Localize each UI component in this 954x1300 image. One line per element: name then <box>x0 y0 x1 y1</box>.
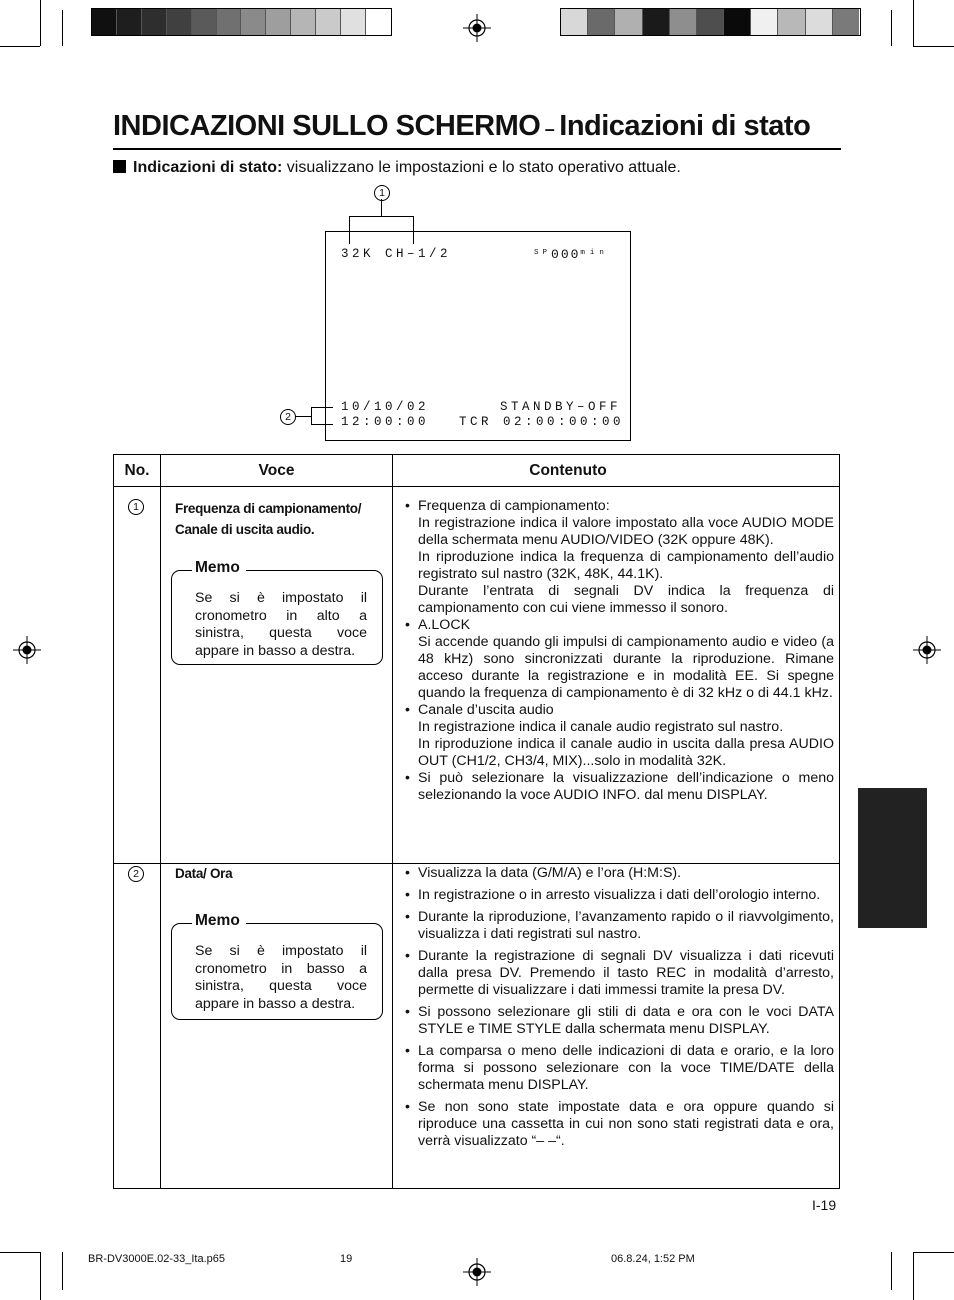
crop-mark <box>40 0 41 46</box>
color-swatch <box>92 9 117 35</box>
callout-1: 1 <box>374 185 390 201</box>
color-swatch <box>697 9 724 35</box>
memo-title: Memo <box>192 912 246 930</box>
row-number: 1 <box>128 499 144 515</box>
page-number: I-19 <box>812 1197 837 1213</box>
color-swatch <box>643 9 670 35</box>
color-swatch <box>266 9 291 35</box>
color-swatch <box>167 9 192 35</box>
callout-line <box>349 216 414 217</box>
callout-line <box>295 416 311 417</box>
footer-date: 06.8.24, 1:52 PM <box>611 1253 695 1265</box>
crop-mark <box>913 1252 914 1300</box>
content-paragraph: In riproduzione indica il canale audio in uscita dalla presa AUDIO OUT (CH1/2, CH3/4, MIX)...solo in modalità 32K. <box>418 736 834 769</box>
screen-counter <box>534 247 609 262</box>
color-swatch <box>751 9 778 35</box>
color-swatch <box>615 9 642 35</box>
crop-mark <box>913 0 914 46</box>
section-intro <box>113 159 681 177</box>
screen-audio-info: 32K CH–1/2 <box>341 247 452 261</box>
crop-mark <box>0 46 40 47</box>
content-bullet: • In registrazione o in arresto visualizza i dati dell’orologio interno. <box>404 887 834 904</box>
title-separator: – <box>544 119 555 139</box>
color-swatch <box>724 9 751 35</box>
color-swatch <box>241 9 266 35</box>
title-sub: Indicazioni di stato <box>559 110 811 142</box>
color-bar-right <box>560 8 861 36</box>
crop-mark <box>913 1252 954 1253</box>
header-no: No. <box>124 462 150 479</box>
screen-status: STANDBY–OFF <box>500 400 622 414</box>
content-paragraph: Durante l’entrata di segnali DV indica la frequenza di campionamento con cui viene immesso il sonoro. <box>418 583 834 616</box>
screen-date: 10/10/02 <box>341 400 430 414</box>
content-bullet: • Se non sono state impostate data e ora oppure quando si riproduce una cassetta in cui non sono stati registrati data e ora, verrà visualizzato “– –“. <box>404 1099 834 1150</box>
registration-mark-icon <box>913 636 941 664</box>
content-bullet: • Canale d’uscita audio <box>404 702 834 719</box>
header-contenuto: Contenuto <box>529 462 607 479</box>
color-swatch <box>117 9 142 35</box>
content-paragraph: In registrazione indica il canale audio registrato sul nastro. <box>418 719 784 735</box>
color-swatch <box>833 9 859 35</box>
screen-counter-value: 000 <box>551 247 581 262</box>
content-bullet: • La comparsa o meno delle indicazioni di data e orario, e la loro forma si possono selezionare con la voce TIME/DATE della schermata menu DISPLAY. <box>404 1043 834 1094</box>
callout-line <box>311 407 312 425</box>
row-item-label <box>175 498 361 540</box>
content-paragraph: In riproduzione indica la frequenza di campionamento dell’audio registrato sul nastro (32K, 48K, 44.1K). <box>418 549 834 582</box>
screen-timecode: TCR 02:00:00:00 <box>459 415 625 429</box>
crop-mark <box>891 10 892 46</box>
row-content <box>404 498 834 804</box>
crop-mark <box>913 46 954 47</box>
color-swatch <box>588 9 615 35</box>
content-bullet: • Durante la registrazione di segnali DV visualizza i dati ricevuti dalla presa DV. Premendo il tasto REC in modalità d’arresto, permette di visualizzare i dati immessi tramite la presa DV. <box>404 948 834 999</box>
color-swatch <box>561 9 588 35</box>
color-swatch <box>806 9 833 35</box>
screen-sp-label: SP <box>534 249 552 257</box>
registration-mark-icon <box>463 1258 491 1286</box>
memo-box <box>171 912 383 1020</box>
crop-mark <box>0 1252 40 1253</box>
section-intro-label: Indicazioni di stato: <box>133 159 283 176</box>
callout-line <box>381 199 382 216</box>
square-bullet-icon <box>113 160 126 173</box>
memo-text: Se si è impostato il cronometro in alto a sinistra, questa voce appare in basso a destra. <box>195 590 367 659</box>
header-voce: Voce <box>258 462 295 479</box>
memo-text: Se si è impostato il cronometro in basso a sinistra, questa voce appare in basso a destra. <box>195 943 367 1012</box>
color-swatch <box>192 9 217 35</box>
crop-mark <box>891 1252 892 1290</box>
color-swatch <box>316 9 341 35</box>
header-divider <box>114 486 839 487</box>
screen-display-mock <box>325 231 631 441</box>
content-bullet: • Frequenza di campionamento: <box>404 498 834 515</box>
row-item-label: Data/ Ora <box>175 866 233 881</box>
status-table <box>113 454 840 1189</box>
content-bullet: • A.LOCK <box>404 617 834 634</box>
callout-2: 2 <box>280 409 296 425</box>
color-swatch <box>778 9 805 35</box>
row-item-label-line: Canale di uscita audio. <box>175 522 315 537</box>
content-bullet: • Si può selezionare la visualizzazione dell’indicazione o meno selezionando la voce AUDIO INFO. dal menu DISPLAY. <box>404 770 834 804</box>
row-item-label-line: Frequenza di campionamento/ <box>175 501 362 516</box>
memo-title: Memo <box>192 559 246 577</box>
registration-mark-icon <box>463 14 491 42</box>
row-content <box>404 865 834 1150</box>
crop-mark <box>62 10 63 46</box>
color-swatch <box>366 9 390 35</box>
registration-mark-icon <box>13 636 41 664</box>
screen-min-label: min <box>580 249 609 257</box>
section-intro-text: visualizzano le impostazioni e lo stato operativo attuale. <box>282 159 681 176</box>
section-tab <box>858 788 927 928</box>
color-swatch <box>217 9 242 35</box>
title-main: INDICAZIONI SULLO SCHERMO <box>113 110 541 142</box>
footer-page: 19 <box>340 1253 353 1265</box>
content-paragraph: In registrazione indica il valore impostato alla voce AUDIO MODE della schermata menu AUDIO/VIDEO (32K oppure 48K). <box>418 515 834 548</box>
color-swatch <box>142 9 167 35</box>
color-swatch <box>670 9 697 35</box>
color-swatch <box>341 9 366 35</box>
content-bullet: • Si possono selezionare gli stili di data e ora con le voci DATA STYLE e TIME STYLE dalla schermata menu DISPLAY. <box>404 1004 834 1038</box>
column-divider <box>392 455 393 1188</box>
content-paragraph: Si accende quando gli impulsi di campionamento audio e video (a 48 kHz) sono sincronizzati durante la riproduzione. Rimane acceso durante la registrazione e in modalità EE. Si spegne quando la frequenza di campionamento è di 32 kHz o di 44.1 kHz. <box>418 634 834 701</box>
footer-file: BR-DV3000E.02-33_Ita.p65 <box>88 1253 225 1265</box>
content-bullet: • Visualizza la data (G/M/A) e l’ora (H:M:S). <box>404 865 834 882</box>
column-divider <box>160 455 161 1188</box>
crop-mark <box>62 1252 63 1290</box>
color-swatch <box>291 9 316 35</box>
memo-box <box>171 559 383 665</box>
page-title <box>113 110 841 150</box>
crop-mark <box>40 1252 41 1300</box>
color-bar-left <box>91 8 392 36</box>
content-bullet: • Durante la riproduzione, l’avanzamento rapido o il riavvolgimento, visualizza i dati registrati sul nastro. <box>404 909 834 943</box>
row-number: 2 <box>128 866 144 882</box>
screen-time: 12:00:00 <box>341 415 430 429</box>
